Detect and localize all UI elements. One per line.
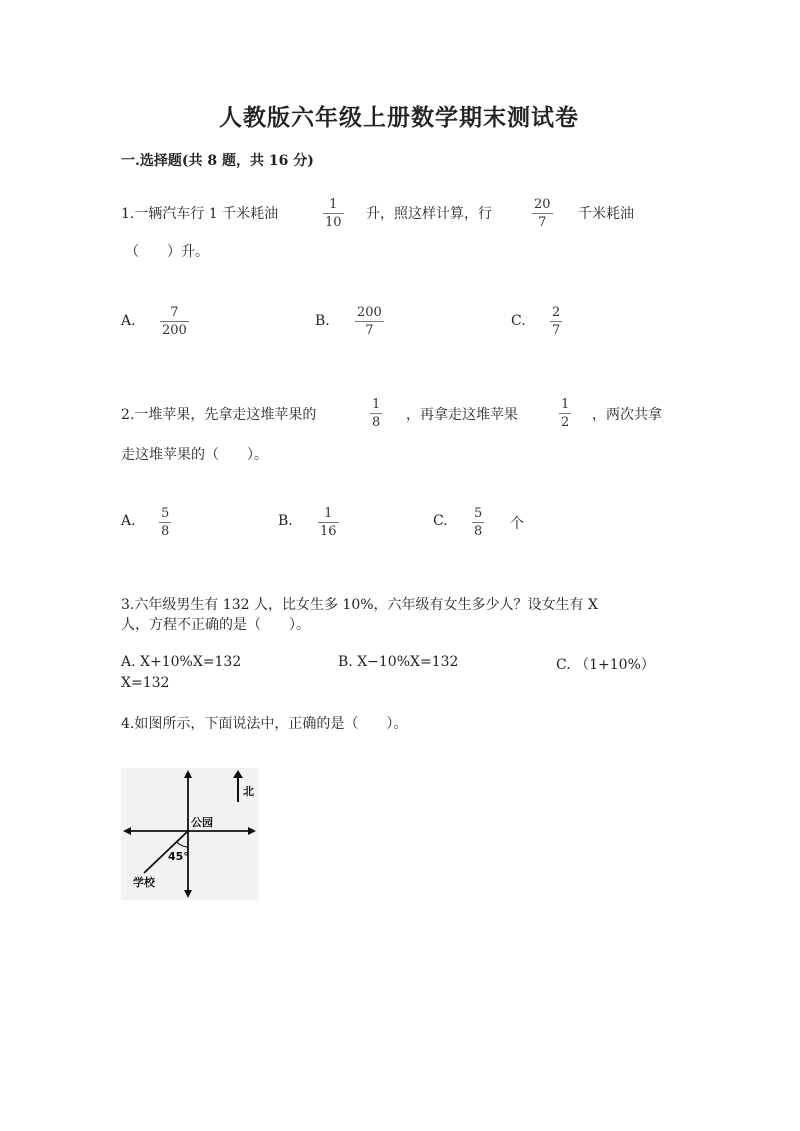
fraction-bar: [472, 522, 484, 523]
question-text: 千米耗油: [578, 206, 634, 222]
denominator: 8: [161, 524, 170, 539]
fraction-bar: [159, 522, 171, 523]
numerator: 20: [534, 197, 551, 212]
question-text: 2.一堆苹果，先拿走这堆苹果的: [121, 407, 317, 423]
numerator: 5: [474, 506, 483, 521]
fraction: [532, 198, 553, 230]
denominator: 200: [162, 323, 187, 338]
north-axis-arrow-head-icon: [184, 770, 192, 778]
east-arrow-head-icon: [248, 827, 256, 835]
option-label-c[interactable]: C.: [511, 313, 526, 329]
north-arrow-head-icon: [233, 770, 243, 778]
school-label: 学校: [133, 876, 155, 889]
west-arrow-head-icon: [123, 827, 131, 835]
option-c-continued[interactable]: X=132: [121, 675, 170, 691]
option-label-c[interactable]: C.: [433, 513, 448, 529]
option-suffix: 个: [510, 516, 524, 532]
fraction-bar: [355, 321, 384, 322]
option-a[interactable]: A. X+10%X=132: [121, 654, 242, 670]
fraction-bar: [559, 413, 571, 414]
question-text: 3.六年级男生有 132 人，比女生多 10%，六年级有女生多少人？设女生有 X: [121, 597, 598, 613]
page-title: 人教版六年级上册数学期末测试卷: [219, 104, 579, 131]
option-c[interactable]: C. （1+10%）: [556, 657, 655, 673]
numerator: 5: [161, 506, 170, 521]
denominator: 7: [552, 323, 561, 338]
denominator: 16: [320, 524, 337, 539]
numerator: 1: [561, 397, 570, 412]
option-fraction-b[interactable]: [318, 507, 339, 539]
north-label: 北: [243, 785, 254, 798]
question-text: 人，方程不正确的是（ ）。: [121, 617, 310, 633]
angle-arc: [177, 842, 188, 847]
fraction: [323, 198, 344, 230]
denominator: 8: [474, 524, 483, 539]
fraction-bar: [370, 413, 382, 414]
fraction: [370, 398, 382, 430]
fraction-bar: [550, 321, 562, 322]
question-text: 升，照这样计算，行: [366, 206, 492, 222]
denominator: 7: [538, 215, 547, 230]
option-fraction-c[interactable]: [550, 306, 562, 338]
denominator: 8: [372, 415, 381, 430]
denominator: 7: [365, 323, 374, 338]
fraction-bar: [160, 321, 189, 322]
numerator: 1: [324, 506, 333, 521]
denominator: 10: [325, 215, 342, 230]
option-label-a[interactable]: A.: [121, 313, 136, 329]
fraction-bar: [318, 522, 339, 523]
fraction: [559, 398, 571, 430]
option-fraction-a[interactable]: [160, 306, 189, 338]
option-fraction-c[interactable]: [472, 507, 484, 539]
question-text: （ ）升。: [125, 244, 209, 260]
numerator: 7: [170, 305, 179, 320]
question-text: ，两次共拿: [592, 407, 662, 423]
question-text: 走这堆苹果的（ ）。: [121, 447, 268, 463]
denominator: 2: [561, 415, 570, 430]
fraction-bar: [532, 213, 553, 214]
option-label-b[interactable]: B.: [315, 313, 330, 329]
fraction-bar: [323, 213, 344, 214]
option-label-a[interactable]: A.: [121, 513, 136, 529]
question-text: 1.一辆汽车行 1 千米耗油: [121, 206, 279, 222]
numerator: 2: [552, 305, 561, 320]
option-fraction-b[interactable]: [355, 306, 384, 338]
section-heading: 一.选择题(共 8 题，共 16 分): [121, 153, 314, 169]
numerator: 1: [372, 397, 381, 412]
south-axis-arrow-head-icon: [184, 890, 192, 898]
numerator: 200: [357, 305, 382, 320]
question-text: ，再拿走这堆苹果: [406, 407, 518, 423]
question-text: 4.如图所示，下面说法中，正确的是（ ）。: [121, 716, 408, 732]
park-label: 公园: [191, 816, 213, 829]
option-b[interactable]: B. X−10%X=132: [338, 654, 459, 670]
direction-diagram: [121, 768, 259, 900]
numerator: 1: [329, 197, 338, 212]
direction-figure: [121, 768, 259, 900]
option-fraction-a[interactable]: [159, 507, 171, 539]
angle-label: 45°: [168, 850, 189, 863]
option-label-b[interactable]: B.: [278, 513, 293, 529]
